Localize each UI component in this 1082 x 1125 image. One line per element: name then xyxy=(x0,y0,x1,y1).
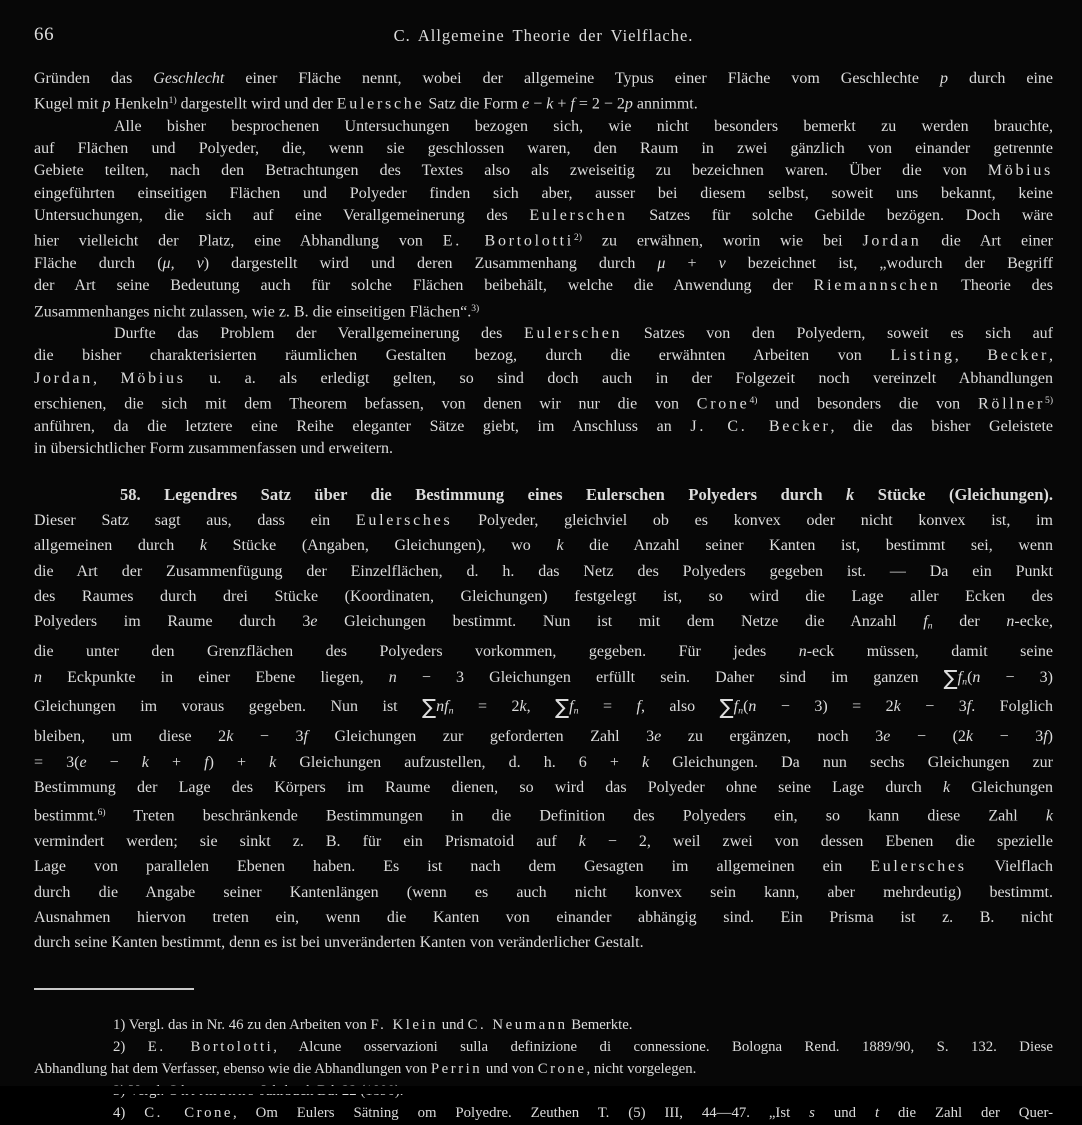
text-line: bestimmt.$^{6)}$ Treten beschränkende Bestimmungen in die Definition des Polyeders ein, so kann diese Zahl k xyxy=(34,807,1053,825)
text-line: Bestimmung der Lage des Körpers im Raume dienen, so wird das Polyeder ohne seine Lage durch k Gleichungen xyxy=(34,778,1053,796)
sum-symbol: ∑ xyxy=(943,665,958,690)
text-segment: e xyxy=(310,613,318,631)
text-line: der Art seine Bedeutung auch für solche Flächen beibehält, welche die Anwendung der Riemannschen Theorie des xyxy=(34,277,1053,295)
text-segment: C. Neumann xyxy=(467,1016,568,1033)
text-segment: n xyxy=(388,668,397,686)
text-line: Ausnahmen hiervon treten ein, wenn die Kanten von einander abhängig sind. Ein Prisma ist z. B. nicht xyxy=(34,908,1053,926)
text-segment: s xyxy=(809,1105,815,1122)
text-segment: Jordan xyxy=(34,369,93,387)
text-segment: f xyxy=(1043,728,1048,746)
text-segment: p xyxy=(624,95,633,113)
text-line: durch seine Kanten bestimmt, denn es ist bei unveränderten Kanten von veränderlicher Gestalt. xyxy=(34,934,644,952)
text-line: 2) E. Bortolotti, Alcune osservazioni sulla definizione di connessione. Bologna Rend. 1889/90, S. 132. Diese xyxy=(113,1038,1053,1055)
text-segment: ν xyxy=(718,254,726,272)
text-line: bleiben, um diese 2k − 3f Gleichungen zur geforderten Zahl 3e zu ergänzen, noch 3e − (2k − 3f) xyxy=(34,728,1053,746)
text-segment: k xyxy=(199,537,207,555)
text-segment: Becker xyxy=(987,347,1050,365)
sum-symbol: ∑ xyxy=(719,695,734,720)
text-segment: n xyxy=(748,698,757,716)
text-segment: n xyxy=(927,620,933,632)
text-segment: Crone xyxy=(537,1061,587,1078)
text-line: eingeführten einseitigen Flächen und Polyeder finden sich aber, ausser bei diesem selbst, soweit uns bekannt, keine xyxy=(34,184,1053,202)
text-line: vermindert werden; sie sinkt z. B. für ein Prismatoid auf k − 2, weil zwei von dessen Ebenen die spezielle xyxy=(34,832,1054,850)
text-segment: 6) xyxy=(97,807,106,819)
page-header xyxy=(34,24,1053,46)
text-segment: f xyxy=(923,613,928,631)
text-segment: Listing xyxy=(890,347,955,365)
paragraph-folgezeit xyxy=(34,323,1053,460)
text-line: Polyeders im Raume durch 3e Gleichungen bestimmt. Nun ist mit dem Netze die Anzahl $f_n$ der n-ecke, xyxy=(34,613,1053,632)
page-number: 66 xyxy=(34,24,55,45)
scan-bottom-edge xyxy=(0,1086,1082,1094)
text-segment: k xyxy=(519,698,527,716)
text-segment: k xyxy=(556,537,564,555)
text-line: hier vielleicht der Platz, eine Abhandlung von E. Bortolotti$^{2)}$ zu erwähnen, worin wie bei Jordan die Art einer xyxy=(34,232,1054,250)
text-segment: f xyxy=(733,698,739,716)
text-line: Kugel mit p Henkeln$^{1)}$ dargestellt wird und der Eulersche Satz die Form e − k + f = 2 − 2p annimmt. xyxy=(34,95,698,113)
paragraph-legendre-satz xyxy=(34,508,1053,956)
text-segment: Eulersche xyxy=(336,95,425,113)
text-segment: k xyxy=(226,728,234,746)
text-segment: f xyxy=(957,668,963,686)
text-segment: Geschlecht xyxy=(153,70,225,87)
sum-symbol: ∑ xyxy=(422,695,437,720)
text-segment: n xyxy=(962,676,968,688)
text-segment: k xyxy=(965,728,974,746)
text-segment: n xyxy=(798,643,807,661)
text-line: 58. Legendres Satz über die Bestimmung eines Eulerschen Polyeders durch k Stücke (Gleichungen). xyxy=(120,485,1054,505)
text-segment: p xyxy=(102,95,111,113)
text-segment: f xyxy=(570,95,575,113)
sum-symbol: ∑ xyxy=(555,695,570,720)
paragraph-moebius xyxy=(34,116,1053,323)
text-segment: Crone xyxy=(696,395,750,413)
text-line: allgemeinen durch k Stücke (Angaben, Gleichungen), wo k die Anzahl seiner Kanten ist, bestimmt sei, wenn xyxy=(34,537,1053,555)
text-line: Jordan, Möbius u. a. als erledigt gelten, so sind doch auch in der Folgezeit noch vereinzelt Abhandlungen xyxy=(34,369,1054,387)
text-line: 4) C. Crone, Om Eulers Sätning om Polyedre. Zeuthen T. (5) III, 44—47. „Ist s und t die Zahl der Quer- xyxy=(113,1105,1054,1122)
text-segment: 3) xyxy=(471,302,480,314)
text-line: Gebiete teilten, nach den Betrachtungen des Textes also als zweiseitig zu bezeichnen waren. Über die von Möbius xyxy=(34,162,1053,180)
text-segment: 1) xyxy=(168,95,177,107)
text-segment: Jordan xyxy=(862,232,922,250)
text-line: Gleichungen im voraus gegeben. Nun ist $\sum nf_n = 2k$, $\sum f_n = f$, also $\sum f_n(n - 3) = 2k - 3f$. Folglich xyxy=(34,695,1054,720)
text-segment: Eulerschen xyxy=(523,325,623,343)
text-segment: k xyxy=(578,832,586,850)
text-line: die bisher charakterisierten räumlichen Gestalten bezog, durch die erwähnten Arbeiten von Listing, Becker, xyxy=(34,347,1054,365)
text-segment: F. Klein xyxy=(370,1016,438,1033)
text-line: erschienen, die sich mit dem Theorem befassen, von denen wir nur die von Crone$^{4)}$ und besonders die von Röllner$^{5)}$ xyxy=(34,394,1054,413)
text-segment: f xyxy=(966,698,972,716)
text-segment: 4) xyxy=(749,394,758,406)
section-heading-58 xyxy=(34,482,1053,508)
text-segment: Röllner xyxy=(977,395,1046,413)
text-line: auf Flächen und Polyeder, die, wenn sie geschlossen waren, den Raum in zwei gänzlich von einander getrennte xyxy=(34,140,1053,158)
text-segment: μ xyxy=(657,254,666,272)
text-segment: k xyxy=(942,778,951,796)
text-line: Zusammenhanges nicht zulassen, wie z. B. die einseitigen Flächen“.$^{3)}$ xyxy=(34,302,480,320)
text-line: 1) Vergl. das in Nr. 46 zu den Arbeiten von F. Klein und C. Neumann Bemerkte. xyxy=(113,1016,633,1033)
text-segment: Riemannschen xyxy=(813,277,941,295)
text-line: Durfte das Problem der Verallgemeinerung des Eulerschen Satzes von den Polyedern, soweit es sich auf xyxy=(114,325,1054,343)
text-line: Gründen das Geschlecht einer Fläche nennt, wobei der allgemeine Typus einer Fläche vom Geschlechte p durch eine xyxy=(34,70,1054,87)
text-segment: n xyxy=(34,668,42,686)
text-segment: e xyxy=(522,95,530,113)
text-segment: n xyxy=(972,668,981,686)
text-segment: k xyxy=(269,753,277,771)
text-line: die Art der Zusammenfügung der Einzelflächen, d. h. das Netz des Polyeders gegeben ist. — Da ein Punkt xyxy=(34,562,1053,580)
text-line: die unter den Grenzflächen des Polyeders vorkommen, gegeben. Für jedes n-eck müssen, damit seine xyxy=(34,643,1054,661)
running-header: C. Allgemeine Theorie der Vielflache. xyxy=(393,26,694,45)
text-segment: Eulersches xyxy=(355,512,453,530)
footnotes xyxy=(34,1014,1053,1125)
text-segment: k xyxy=(1045,807,1053,825)
text-segment: k xyxy=(546,95,554,113)
text-segment: n xyxy=(573,705,579,717)
text-segment: Eulersches xyxy=(870,858,967,876)
text-line: n Eckpunkte in einer Ebene liegen, n − 3 Gleichungen erfüllt sein. Daher sind im ganzen $\sum f_n(n - 3)$ xyxy=(34,665,1054,690)
text-segment: p xyxy=(939,70,948,87)
text-segment: k xyxy=(141,753,149,771)
text-segment: e xyxy=(883,728,891,746)
text-line: durch die Angabe seiner Kantenlängen (wenn es auch nicht konvex sein kann, aber mehrdeutig) bestimmt. xyxy=(34,883,1053,901)
text-line: Lage von parallelen Ebenen haben. Es ist nach dem Gesagten im allgemeinen ein Eulersches Vielflach xyxy=(34,858,1054,876)
text-segment: Eulerschen xyxy=(529,207,628,225)
text-segment: J. C. Becker xyxy=(690,417,831,435)
text-segment: 2) xyxy=(573,232,582,244)
text-line: Dieser Satz sagt aus, dass ein Eulersches Polyeder, gleichviel ob es konvex oder nicht konvex ist, im xyxy=(34,512,1053,530)
text-segment: E. Bortolotti xyxy=(442,232,574,250)
text-segment: μ, ν xyxy=(162,254,204,272)
text-segment: n xyxy=(436,698,445,716)
text-segment: f xyxy=(636,698,641,716)
text-segment: Möbius xyxy=(120,369,186,387)
footnote-separator xyxy=(34,988,194,990)
text-segment: f xyxy=(303,728,308,746)
text-segment: f xyxy=(204,753,209,771)
text-segment: k xyxy=(642,753,650,771)
text-line: = 3(e − k + f) + k Gleichungen aufzustellen, d. h. 6 + k Gleichungen. Da nun sechs Gleichungen zur xyxy=(34,753,1053,771)
text-line: in übersichtlicher Form zusammenfassen und erweitern. xyxy=(34,439,393,457)
text-segment: k xyxy=(846,485,855,505)
paragraph-continuation xyxy=(34,68,1053,116)
text-segment: Perrin xyxy=(430,1061,483,1078)
text-segment: n xyxy=(1006,613,1015,631)
text-segment: t xyxy=(874,1105,880,1122)
text-segment: k xyxy=(893,698,901,716)
text-segment: C. Crone xyxy=(144,1105,234,1122)
text-segment: Möbius xyxy=(987,162,1053,180)
text-segment: e xyxy=(79,753,87,771)
text-segment: f xyxy=(444,698,449,716)
text-segment: E. Bortolotti xyxy=(147,1038,274,1055)
text-line: Untersuchungen, die sich auf eine Verallgemeinerung des Eulerschen Satzes für solche Gebilde bezögen. Doch wäre xyxy=(34,207,1053,225)
text-line: Fläche durch (μ, ν) dargestellt wird und deren Zusammenhang durch μ + ν bezeichnet ist, „wodurch der Begriff xyxy=(34,254,1053,272)
text-segment: f xyxy=(569,698,574,716)
text-line: anführen, da die letztere eine Reihe eleganter Sätze giebt, im Anschluss an J. C. Becker, die das bisher Geleistete xyxy=(34,417,1054,435)
text-line: Alle bisher besprochenen Untersuchungen bezogen sich, wie nicht besonders bemerkt zu werden brauchte, xyxy=(114,117,1053,135)
text-segment: n xyxy=(448,705,454,717)
text-line: Abhandlung hat dem Verfasser, ebenso wie die Abhandlungen von Perrin und von Crone, nicht vorgelegen. xyxy=(34,1061,697,1078)
text-segment: e xyxy=(654,728,662,746)
text-segment: 5) xyxy=(1045,394,1054,406)
text-segment: n xyxy=(738,705,744,717)
text-line: des Raumes durch drei Stücke (Koordinaten, Gleichungen) festgelegt ist, so wird die Lage aller Ecken des xyxy=(34,588,1053,606)
